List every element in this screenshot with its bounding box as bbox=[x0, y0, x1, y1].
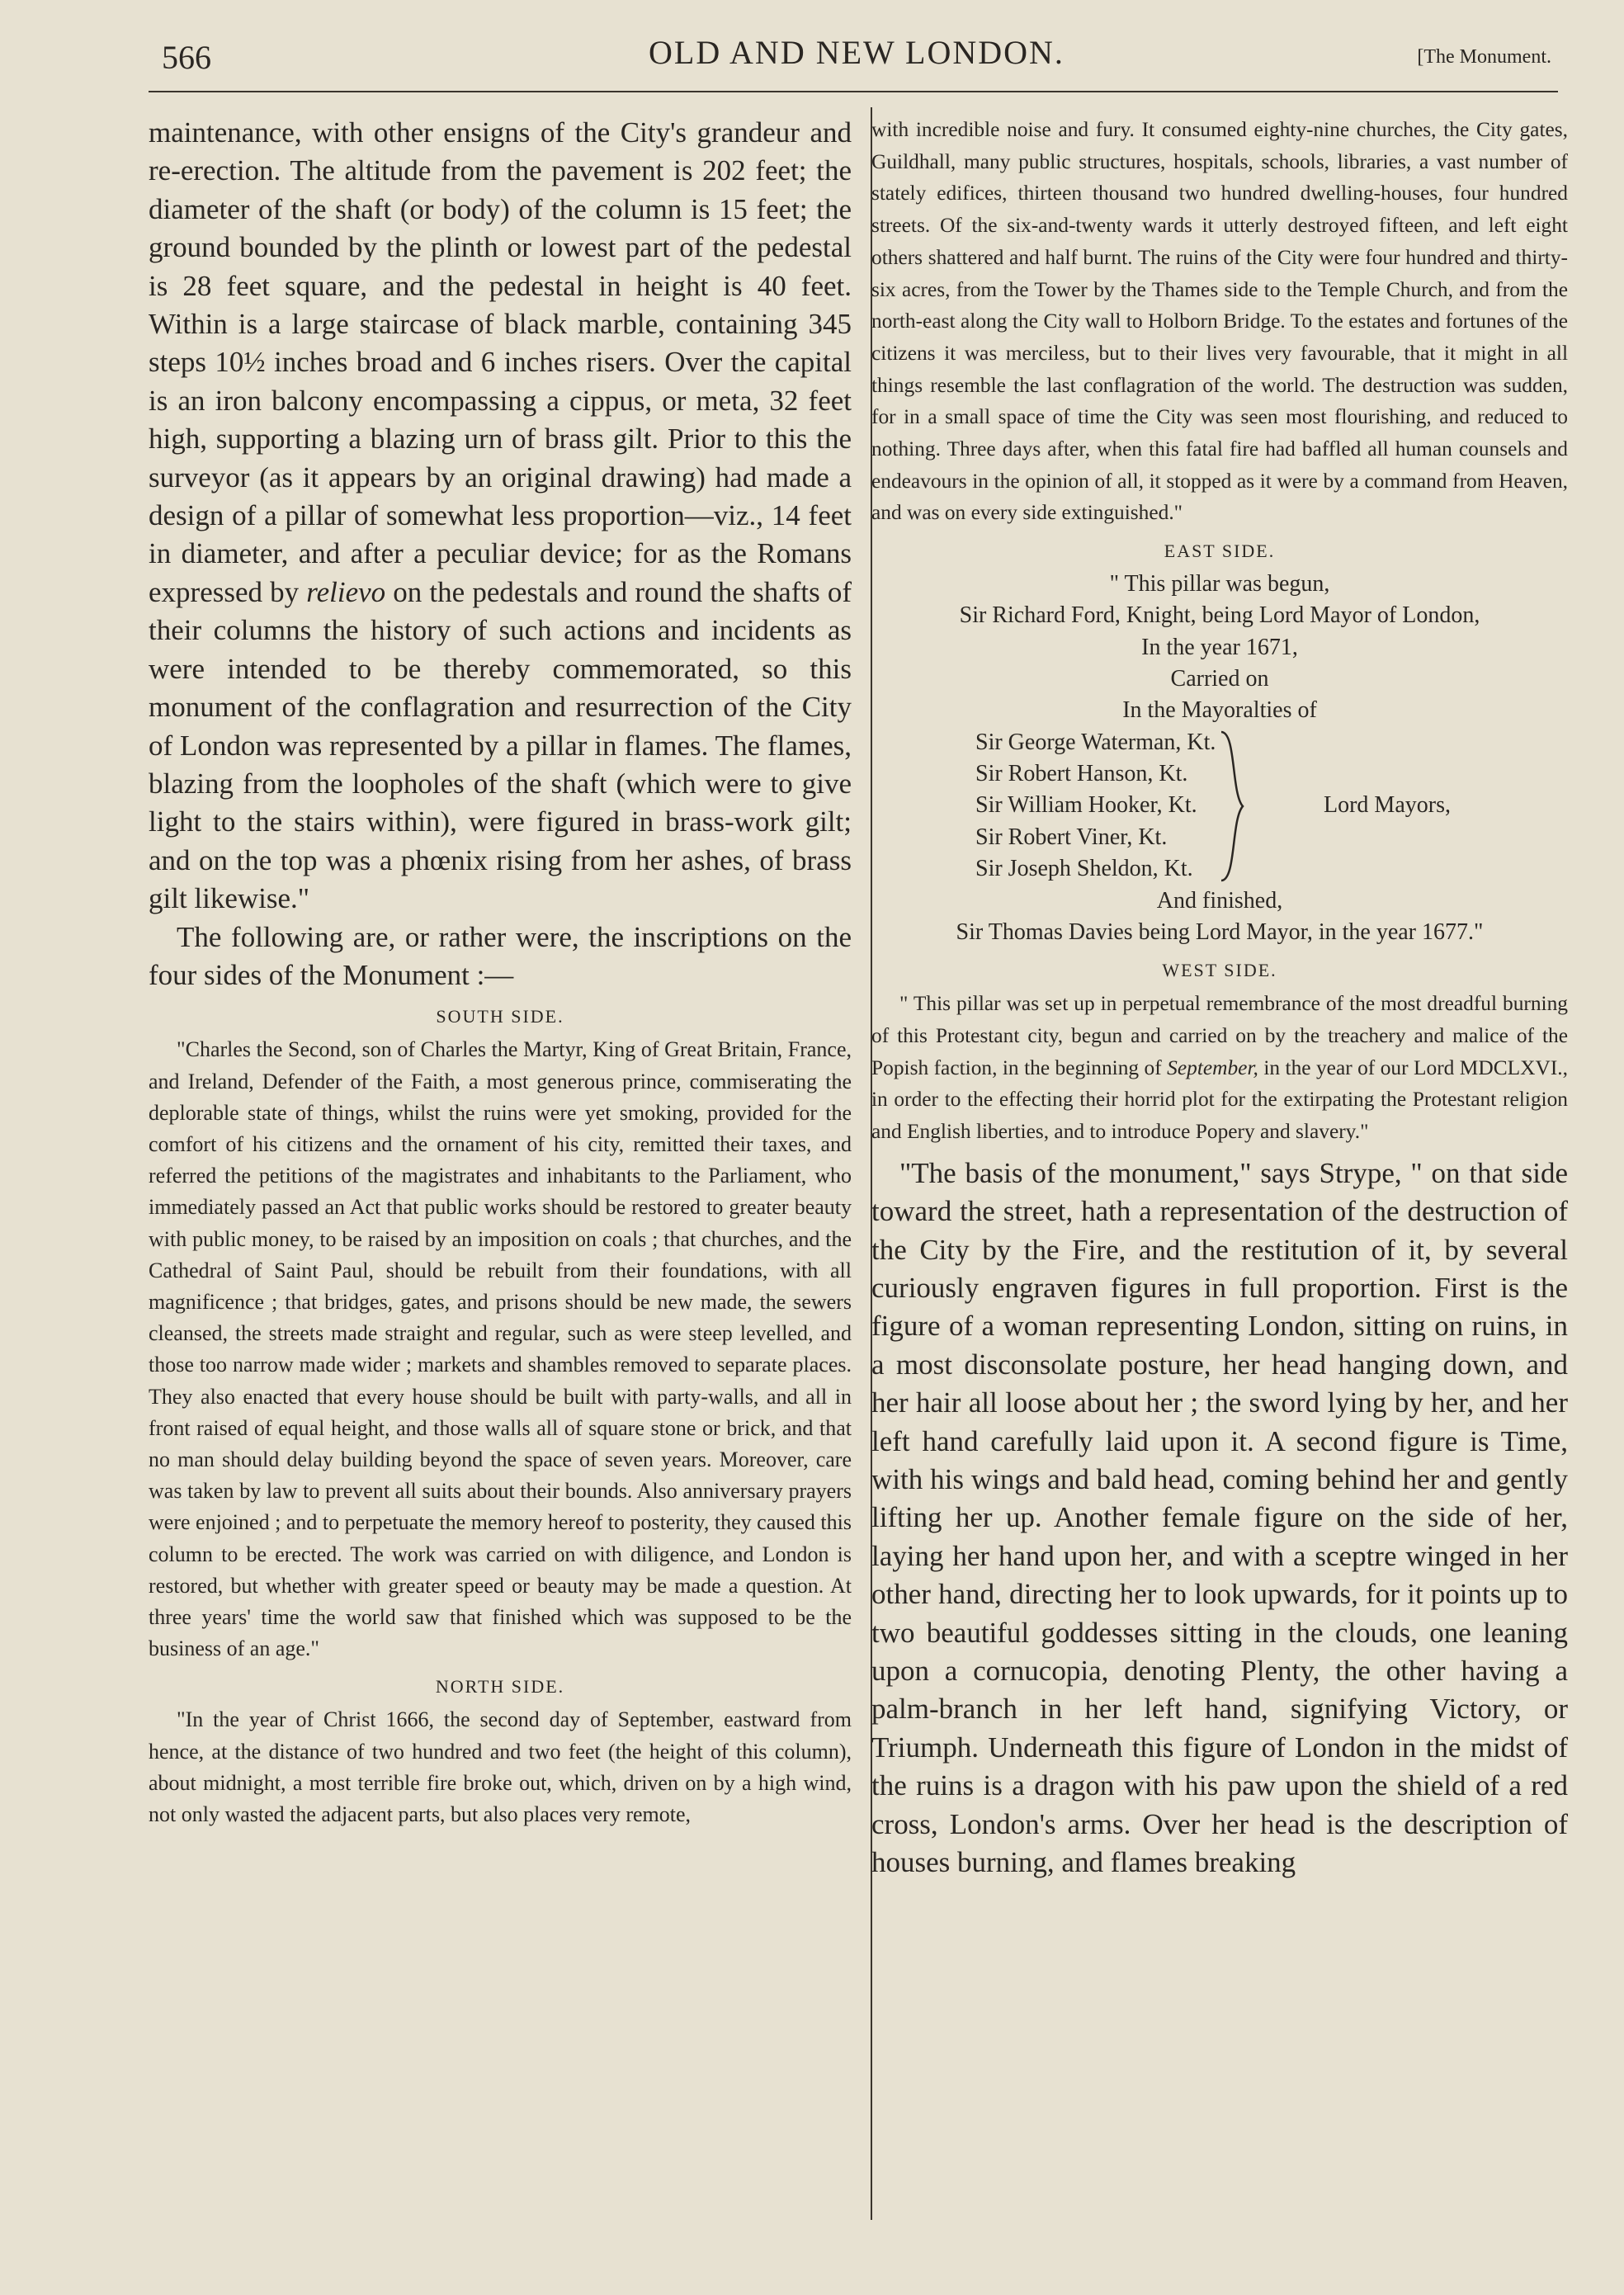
lord-mayors-label: Lord Mayors, bbox=[1324, 791, 1451, 818]
east-side-inscription bbox=[871, 569, 1568, 948]
lord-mayors-list bbox=[871, 727, 1568, 885]
east-line: Sir Thomas Davies being Lord Mayor, in the year 1677." bbox=[956, 918, 1484, 945]
paragraph-inscriptions-intro: The following are, or rather were, the inscriptions on the four sides of the Monument :— bbox=[149, 920, 852, 991]
curly-brace-icon bbox=[1216, 727, 1249, 885]
paragraph-strype-description: "The basis of the monument," says Strype, " on that side toward the street, hath a representation of the destruction of the City by the Fire, and the restitution of it, by several curiously engraven figures in full proportion. First is the figure of a woman representing London, sitting on ruins, in a most disconsolate posture, her head hanging down, and her hair all loose about her ; the sword lying by her, and her left hand carefully laid upon it. A second figure is Time, with his wings and bald head, coming behind her and gently lifting her up. Another female figure on the side of her, laying her hand upon her, and with a sceptre winged in her other hand, directing her to look upwards, for it points up to two beautiful goddesses sitting in the clouds, one leaning upon a cornucopia, denoting Plenty, the other having a palm-branch in her left hand, signifying Victory, or Triumph. Underneath this figure of London in the midst of the ruins is a dragon with his paw upon the shield of a red cross, London's arms. Over her head is the description of houses burning, and flames breaking bbox=[871, 1156, 1568, 1879]
north-side-inscription: "In the year of Christ 1666, the second day of September, eastward from hence, at the distance of two hundred and two feet (the height of this column), about midnight, a most terrible fire broke out, which, driven on by a high wind, not only wasted the adjacent parts, but also places very remote, bbox=[149, 1707, 852, 1827]
mayor-name: Sir William Hooker, Kt. bbox=[975, 792, 1197, 819]
east-line: In the year 1671, bbox=[1141, 634, 1298, 660]
heading-east-side: EAST SIDE. bbox=[1164, 541, 1276, 562]
running-header bbox=[162, 33, 1551, 83]
header-rule bbox=[149, 91, 1558, 92]
heading-west-side: WEST SIDE. bbox=[1162, 960, 1277, 981]
running-title: OLD AND NEW LONDON. bbox=[649, 34, 1065, 71]
section-label: [The Monument. bbox=[1417, 46, 1551, 68]
north-side-inscription-continued: with incredible noise and fury. It consumed eighty-nine churches, the City gates, Guildhall, many public structures, hospitals, schools, libraries, a vast number of stately edifices, thirteen thousand two hundred dwelling-houses, four hundred streets. Of the six-and-twenty wards it utterly destroyed fifteen, and left eight others shattered and half burnt. The ruins of the City were four hundred and thirty-six acres, from the Tower by the Thames side to the Temple Church, and from the north-east along the City wall to Holborn Bridge. To the estates and fortunes of the citizens it was merciless, but to their lives very favourable, that it might in all things resemble the last conflagration of the world. The destruction was sudden, for in a small space of time the City was seen most flourishing, and reduced to nothing. Three days after, when this fatal fire had baffled all human counsels and endeavours in the opinion of all, it stopped as it were by a command from Heaven, and was on every side extinguished." bbox=[871, 118, 1568, 525]
mayor-name: Sir Robert Viner, Kt. bbox=[975, 824, 1168, 850]
left-column bbox=[149, 114, 852, 1830]
east-line: Carried on bbox=[1170, 666, 1269, 692]
east-line: In the Mayoralties of bbox=[1122, 697, 1317, 724]
heading-north-side: NORTH SIDE. bbox=[435, 1676, 565, 1698]
west-side-inscription: " This pillar was set up in perpetual remembrance of the most dreadful burning of this Protestant city, begun and carried on by the treachery and malice of the Popish faction, in the beginning of September, in the year of our Lord MDCLXVI., in order to the effecting their horrid plot for the extirpating the Protestant religion and English liberties, and to introduce Popery and slavery." bbox=[871, 992, 1568, 1144]
page-number: 566 bbox=[162, 39, 211, 76]
italic-september: September, bbox=[1167, 1055, 1258, 1079]
east-line: Sir Richard Ford, Knight, being Lord Mayor of London, bbox=[959, 602, 1480, 629]
mayor-name: Sir Joseph Sheldon, Kt. bbox=[975, 855, 1193, 881]
right-column bbox=[871, 114, 1568, 1882]
east-line: " This pillar was begun, bbox=[1109, 571, 1330, 597]
mayor-name: Sir George Waterman, Kt. bbox=[975, 729, 1216, 755]
paragraph-dimensions: maintenance, with other ensigns of the City's grandeur and re-erection. The altitude from the pavement is 202 feet; the diameter of the shaft (or body) of the column is 15 feet; the ground bounded by the plinth or lowest part of the pedestal is 28 feet square, and the pedestal in height is 40 feet. Within is a large staircase of black marble, containing 345 steps 10½ inches broad and 6 inches risers. Over the capital is an iron balcony encompassing a cippus, or meta, 32 feet high, supporting a blazing urn of brass gilt. Prior to this the surveyor (as it appears by an original drawing) had made a design of a pillar of somewhat less proportion—viz., 14 feet in diameter, and after a peculiar device; for as the Romans expressed by relievo on the pedestals and round the shafts of their columns the history of such actions and incidents as were intended to be thereby commemorated, so this monument of the conflagration and resurrection of the City of London was represented by a pillar in flames. The flames, blazing from the loopholes of the shaft (which were to give light to the stairs within), were figured in brass-work gilt; and on the top was a phœnix rising from her ashes, of brass gilt likewise." bbox=[149, 116, 852, 915]
heading-south-side: SOUTH SIDE. bbox=[436, 1006, 564, 1027]
east-line: And finished, bbox=[1156, 887, 1283, 914]
south-side-inscription: "Charles the Second, son of Charles the Martyr, King of Great Britain, France, and Ireland, Defender of the Faith, a most generous prince, commiserating the deplorable state of things, whilst the ruins were yet smoking, provided for the comfort of his citizens and the ornament of his city, remitted their taxes, and referred the petitions of the magistrates and inhabitants to the Parliament, who immediately passed an Act that public works should be restored to greater beauty with public money, to be raised by an imposition on coals ; that churches, and the Cathedral of Saint Paul, should be rebuilt from their foundations, with all magnificence ; that bridges, gates, and prisons should be new made, the sewers cleansed, the streets made straight and regular, such as were steep levelled, and those too narrow made wider ; markets and shambles removed to separate places. They also enacted that every house should be built with party-walls, and all in front raised of equal height, and those walls all of square stone or brick, and that no man should delay building beyond the space of seven years. Moreover, care was taken by law to prevent all suits about their bounds. Also anniversary prayers were enjoined ; and to perpetuate the memory hereof to posterity, they caused this column to be erected. The work was carried on with diligence, and London is restored, but whether with greater speed or beauty may be made a question. At three years' time the world saw that finished which was supposed to be the business of an age." bbox=[149, 1037, 852, 1661]
mayor-names bbox=[975, 727, 1216, 885]
italic-relievo: relievo bbox=[306, 575, 386, 608]
mayor-name: Sir Robert Hanson, Kt. bbox=[975, 760, 1188, 786]
